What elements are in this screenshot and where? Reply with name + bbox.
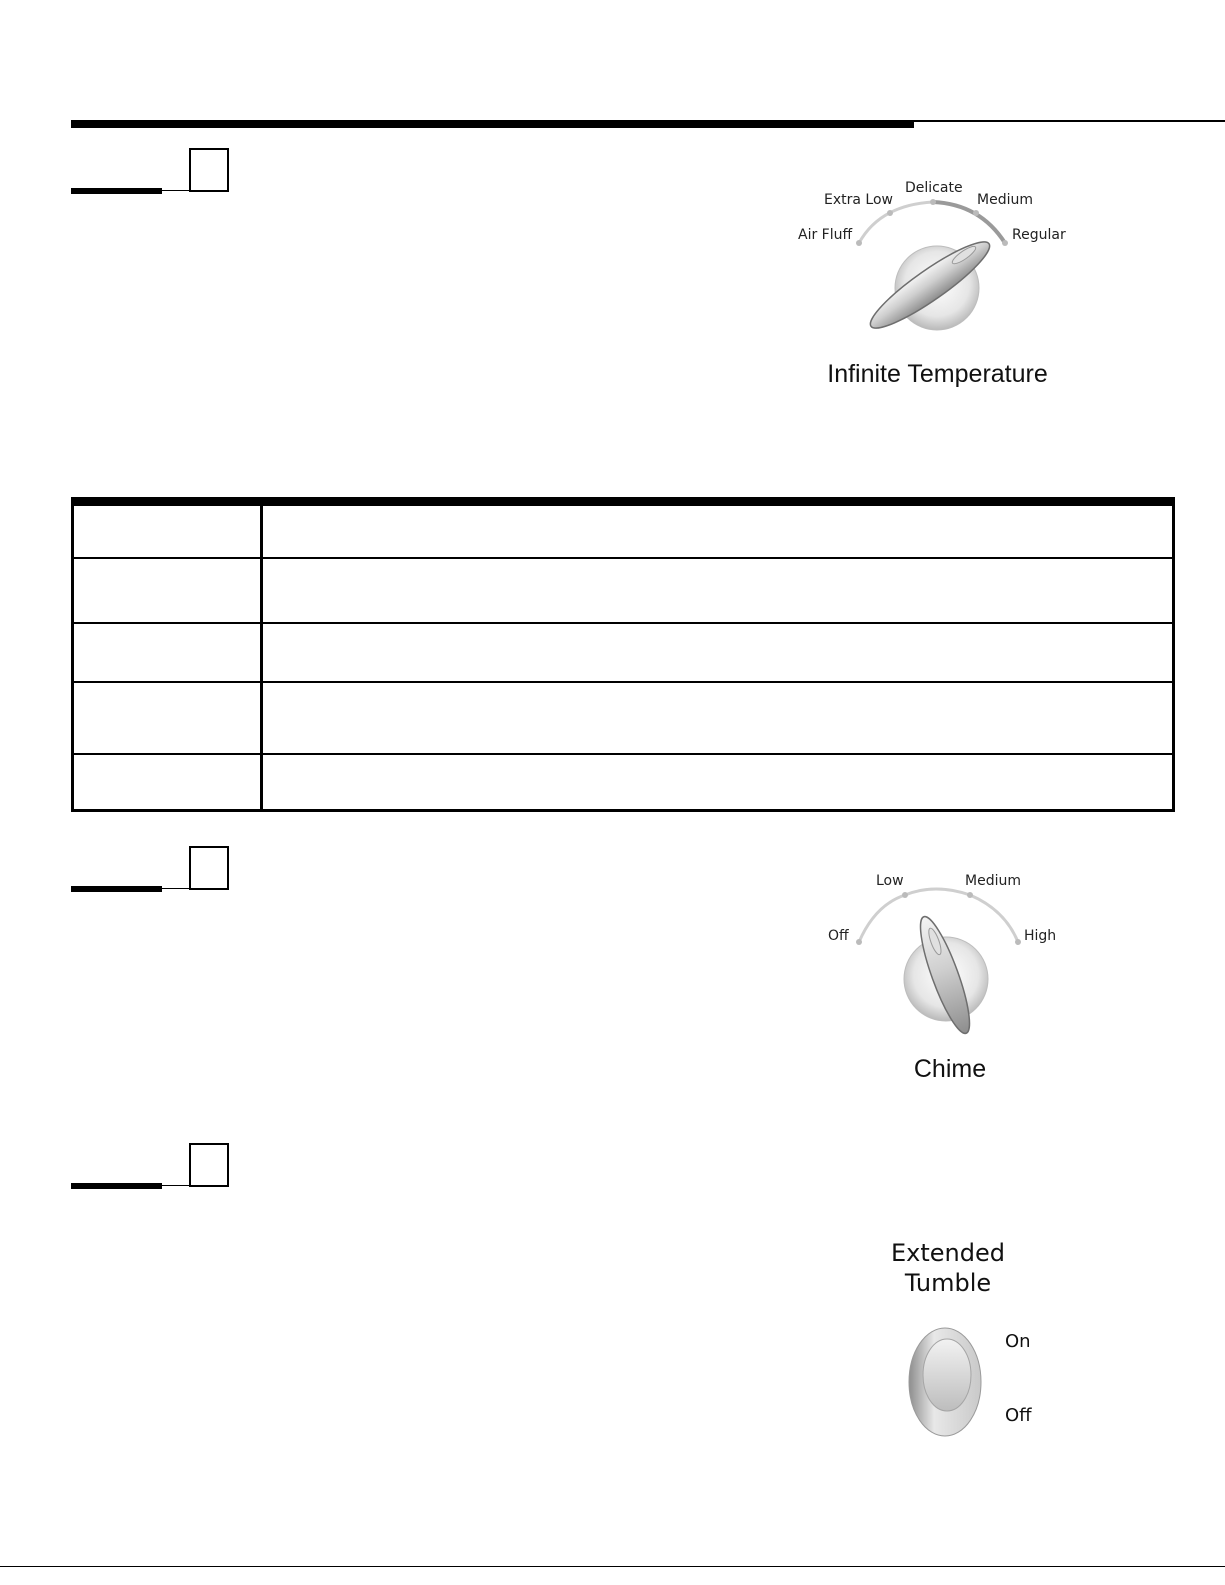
rocker-switch-icon: [905, 1325, 985, 1440]
temperature-knob-figure: [780, 170, 1080, 350]
marker-bar: [71, 188, 162, 194]
table-cell-description: [262, 754, 1174, 811]
extended-tumble-title-line1: Extended: [891, 1239, 1005, 1267]
chime-setting-low: Low: [876, 873, 904, 889]
table-cell-description: [262, 558, 1174, 623]
table-row: [73, 754, 1174, 811]
section-marker-extended-tumble: [71, 1143, 229, 1189]
table-row: [73, 682, 1174, 754]
table-row: [73, 558, 1174, 623]
temperature-caption: Infinite Temperature: [827, 360, 1048, 388]
marker-box: [189, 148, 229, 192]
temp-setting-regular: Regular: [1012, 227, 1066, 243]
marker-bar: [71, 1183, 162, 1189]
section-marker-temperature: [71, 148, 229, 194]
extended-tumble-off-label: Off: [1005, 1405, 1032, 1426]
extended-tumble-on-label: On: [1005, 1331, 1031, 1352]
marker-box: [189, 1143, 229, 1187]
table-cell-description: [262, 682, 1174, 754]
table-cell-description: [262, 502, 1174, 558]
header-rule-thick: [71, 120, 914, 128]
table-row: [73, 502, 1174, 558]
table-cell-description: [262, 623, 1174, 682]
table-cell-setting: [73, 682, 262, 754]
section-marker-chime: [71, 846, 229, 892]
rotary-knob-icon: [800, 865, 1080, 1045]
temp-setting-medium: Medium: [977, 192, 1033, 208]
temp-setting-delicate: Delicate: [905, 180, 963, 196]
table-cell-setting: [73, 558, 262, 623]
chime-setting-off: Off: [828, 928, 849, 944]
chime-caption: Chime: [913, 1055, 987, 1083]
temp-setting-extra-low: Extra Low: [824, 192, 893, 208]
table-cell-setting: [73, 502, 262, 558]
temp-setting-air-fluff: Air Fluff: [798, 227, 853, 243]
footer-rule: [0, 1566, 1225, 1567]
settings-table: [71, 497, 1175, 812]
marker-bar: [71, 886, 162, 892]
chime-setting-high: High: [1024, 928, 1057, 944]
table-cell-setting: [73, 623, 262, 682]
extended-tumble-switch[interactable]: [905, 1325, 985, 1440]
table-row: [73, 623, 1174, 682]
chime-knob-figure: [800, 865, 1080, 1045]
rotary-knob-icon: [780, 170, 1080, 350]
extended-tumble-title-line2: Tumble: [904, 1269, 992, 1297]
extended-tumble-title: [858, 1238, 1038, 1298]
marker-box: [189, 846, 229, 890]
chime-setting-medium: Medium: [965, 873, 1021, 889]
dial-arc: [859, 202, 1005, 243]
table-cell-setting: [73, 754, 262, 811]
header-rule-thin: [914, 120, 1225, 122]
